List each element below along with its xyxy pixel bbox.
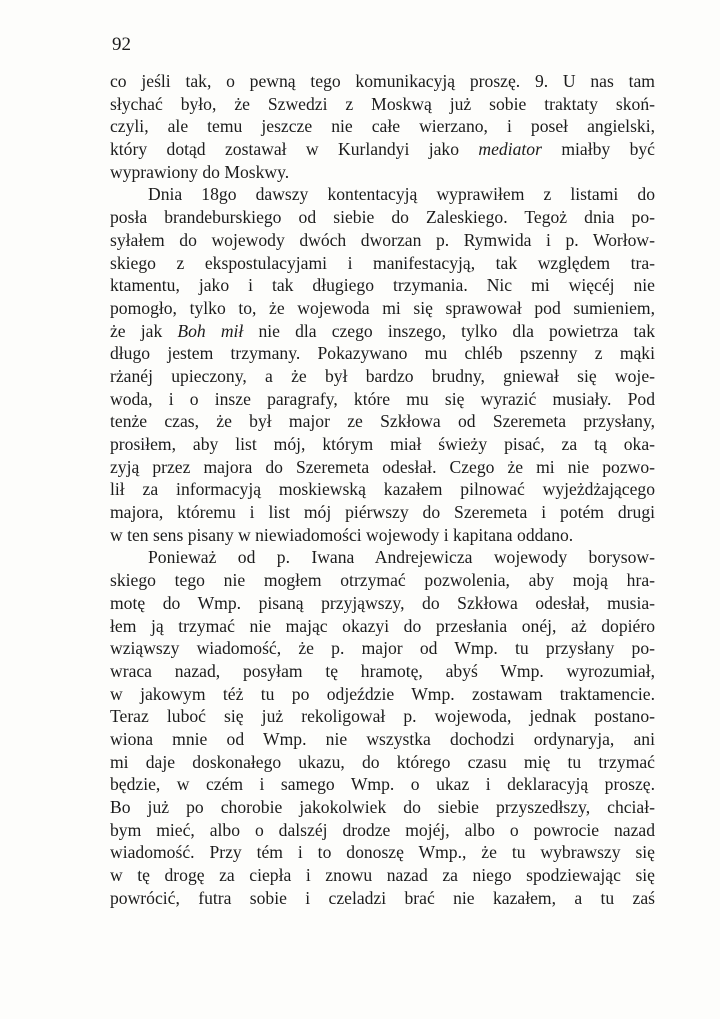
text-line: syłałem do wojewody dwóch dworzan p. Rymwida i p. Worłow- [110, 229, 655, 250]
text-line: Dnia 18go dawszy kontentacyją wyprawiłem z listami do [148, 184, 655, 205]
text-line: Ponieważ od p. Iwana Andrejewicza wojewody borysow- [148, 547, 655, 568]
text-line: łem ją trzymać nie mając okazyi do przesłania onéj, aż dopiéro [110, 615, 655, 636]
text-line: słychać było, że Szwedzi z Moskwą już sobie traktaty skoń- [110, 93, 655, 114]
text-line: motę do Wmp. pisaną przyjąwszy, do Szkłowa odesłał, musia- [110, 592, 655, 613]
text-line: wiadomość. Przy tém i to donoszę Wmp., że tu wybrawszy się [110, 842, 655, 863]
text-line: pomogło, tylko to, że wojewoda mi się sprawował pod sumieniem, [110, 297, 655, 318]
text-line: zyją przez majora do Szeremeta odesłał. Czego że mi nie pozwo- [110, 456, 655, 477]
italic-term: mediator [478, 139, 542, 160]
italic-term: Boh mił [177, 320, 244, 341]
text-line: wraca nazad, posyłam tę hramotę, abyś Wmp. wyrozumiał, [110, 660, 655, 681]
text-segment: który dotąd zostawał w Kurlandyi jako [110, 139, 479, 160]
text-line: woda, i o insze paragrafy, które mu się wyrazić musiały. Pod [110, 388, 655, 409]
text-line: skiego tego nie mogłem otrzymać pozwolenia, aby moją hra- [110, 570, 655, 591]
text-line: w ten sens pisany w niewiadomości wojewody i kapitana oddano. [110, 524, 574, 545]
text-line: majora, któremu i list mój piérwszy do Szeremeta i potém drugi [110, 502, 655, 523]
text-segment: że jak [110, 320, 178, 341]
text-line: będzie, w czém i samego Wmp. o ukaz i deklaracyją proszę. [110, 774, 655, 795]
text-line: Bo już po chorobie jakokolwiek do siebie przyszedłszy, chciał- [110, 797, 655, 817]
text-line: ktamentu, jako i tak długiego trzymania. Nic mi więcéj nie [110, 275, 655, 296]
text-line: długo jestem trzymany. Pokazywano mu chléb pszenny z mąki [110, 343, 655, 364]
text-line: Teraz luboć się już rekoligował p. wojewoda, jednak postano- [110, 706, 655, 727]
body-text [110, 70, 655, 909]
text-line: mi daje doskonałego ukazu, do którego czasu mię tu trzymać [110, 751, 655, 772]
text-line: lił za informacyją moskiewską kazałem pilnować wyjeżdżającego [110, 479, 655, 500]
text-segment: miałby być [541, 139, 655, 160]
text-line: czyli, ale temu jeszcze nie całe wierzano, i poseł angielski, [110, 116, 655, 137]
text-line: powrócić, futra sobie i czeladzi brać nie kazałem, a tu zaś [110, 887, 655, 908]
text-line: rżanéj upieczony, a że był bardzo brudny, gniewał się woje- [110, 365, 655, 386]
text-line: skiego z ekspostulacyjami i manifestacyją, tak względem tra- [110, 252, 655, 273]
text-line: wiona mnie od Wmp. nie wszystka dochodzi ordynaryja, ani [110, 728, 655, 749]
text-line: tenże czas, że był major ze Szkłowa od Szeremeta przysłany, [110, 411, 655, 432]
text-line: prosiłem, aby list mój, którym miał świeży pisać, za tą oka- [110, 434, 655, 454]
text-line: co jeśli tak, o pewną tego komunikacyją proszę. 9. U nas tam [110, 71, 655, 91]
text-line: wziąwszy wiadomość, że p. major od Wmp. tu przysłany po- [110, 638, 655, 659]
text-segment: nie dla czego inszego, tylko dla powietrza tak [243, 320, 655, 341]
page-number: 92 [112, 34, 131, 55]
text-line: w jakowym téż tu po odjeździe Wmp. zostawam traktamencie. [110, 683, 655, 704]
text-line [110, 138, 655, 161]
text-line: wyprawiony do Moskwy. [110, 161, 290, 182]
text-line [110, 320, 655, 343]
text-line: w tę drogę za ciepła i znowu nazad za niego spodziewając się [110, 865, 655, 886]
text-line: bym mieć, albo o dalszéj drodze mojéj, albo o powrocie nazad [110, 819, 655, 840]
text-line: posła brandeburskiego od siebie do Zaleskiego. Tegoż dnia po- [110, 207, 655, 228]
